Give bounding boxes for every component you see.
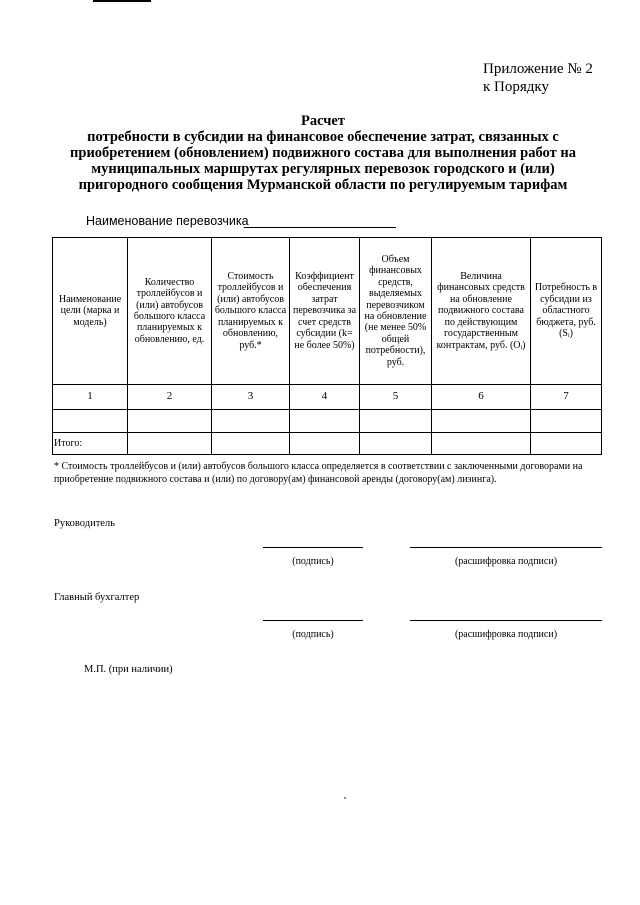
head-signature-line[interactable]	[263, 547, 363, 548]
table-cell[interactable]	[128, 410, 212, 433]
chief-accountant-label: Главный бухгалтер	[54, 592, 140, 603]
title-heading: Расчет	[301, 113, 345, 129]
column-number: 7	[531, 385, 602, 410]
table-cell[interactable]	[290, 410, 360, 433]
title-line-3: муниципальных маршрутах регулярных перевозок городского и (или)	[91, 161, 555, 177]
stamp-note: М.П. (при наличии)	[84, 664, 173, 675]
title-line-4: пригородного сообщения Мурманской области по регулируемым тарифам	[78, 177, 568, 193]
title-line-2: приобретением (обновлением) подвижного состава для выполнения работ на	[70, 145, 576, 161]
column-number: 5	[360, 385, 432, 410]
column-number: 1	[53, 385, 128, 410]
carrier-name-label: Наименование перевозчика	[86, 214, 249, 228]
head-transcript-caption: (расшифровка подписи)	[454, 556, 558, 567]
table-cell[interactable]	[360, 410, 432, 433]
appendix-order: к Порядку	[483, 79, 549, 95]
table-row	[53, 410, 602, 433]
scan-speck	[344, 797, 346, 799]
table-header-row	[53, 238, 602, 385]
total-cell[interactable]	[212, 433, 290, 455]
total-label: Итого:	[53, 433, 128, 455]
accountant-transcript-line[interactable]	[410, 620, 602, 621]
table-cell[interactable]	[53, 410, 128, 433]
column-number: 3	[212, 385, 290, 410]
total-cell[interactable]	[432, 433, 531, 455]
accountant-signature-caption: (подпись)	[292, 629, 334, 640]
accountant-signature-line[interactable]	[263, 620, 363, 621]
column-number: 6	[432, 385, 531, 410]
header-coverage-coefficient: Коэффициент обеспечения затрат перевозчика за счет средств субсидии (k= не более 50%)	[290, 238, 360, 385]
appendix-number: Приложение № 2	[483, 61, 593, 77]
subsidy-calculation-table	[52, 237, 602, 455]
header-contract-funds: Величина финансовых средств на обновление подвижного состава по действующим государственным контрактам, руб. (Oᵢ)	[432, 238, 531, 385]
total-row	[53, 433, 602, 455]
header-vehicle-cost: Стоимость троллейбусов и (или) автобусов большого класса планируемых к обновлению, руб.*	[212, 238, 290, 385]
column-number: 2	[128, 385, 212, 410]
total-cell[interactable]	[531, 433, 602, 455]
cost-footnote: * Стоимость троллейбусов и (или) автобусов большого класса определяется в соответствии с заключенными договорами на приобретение подвижного состава и (или) по договору(ам) финансовой аренды (договору(ам) лизинга).	[54, 461, 583, 485]
header-subsidy-need: Потребность в субсидии из областного бюджета, руб. (Sᵢ)	[531, 238, 602, 385]
title-line-1: потребности в субсидии на финансовое обеспечение затрат, связанных с	[87, 129, 559, 145]
header-vehicle-count: Количество троллейбусов и (или) автобусов большого класса планируемых к обновлению, ед.	[128, 238, 212, 385]
column-number-row	[53, 385, 602, 410]
document-title	[40, 113, 606, 193]
head-signature-caption: (подпись)	[292, 556, 334, 567]
table-cell[interactable]	[212, 410, 290, 433]
header-carrier-funds: Объем финансовых средств, выделяемых перевозчиком на обновление (не менее 50% общей потребности), руб.	[360, 238, 432, 385]
total-cell[interactable]	[290, 433, 360, 455]
total-cell[interactable]	[360, 433, 432, 455]
table-cell[interactable]	[432, 410, 531, 433]
accountant-transcript-caption: (расшифровка подписи)	[454, 629, 558, 640]
top-edge-line	[93, 0, 151, 2]
head-transcript-line[interactable]	[410, 547, 602, 548]
appendix-reference	[483, 60, 593, 96]
table-cell[interactable]	[531, 410, 602, 433]
head-label: Руководитель	[54, 518, 115, 529]
column-number: 4	[290, 385, 360, 410]
carrier-name-field[interactable]	[244, 227, 396, 228]
total-cell[interactable]	[128, 433, 212, 455]
header-goal-name: Наименование цели (марка и модель)	[53, 238, 128, 385]
